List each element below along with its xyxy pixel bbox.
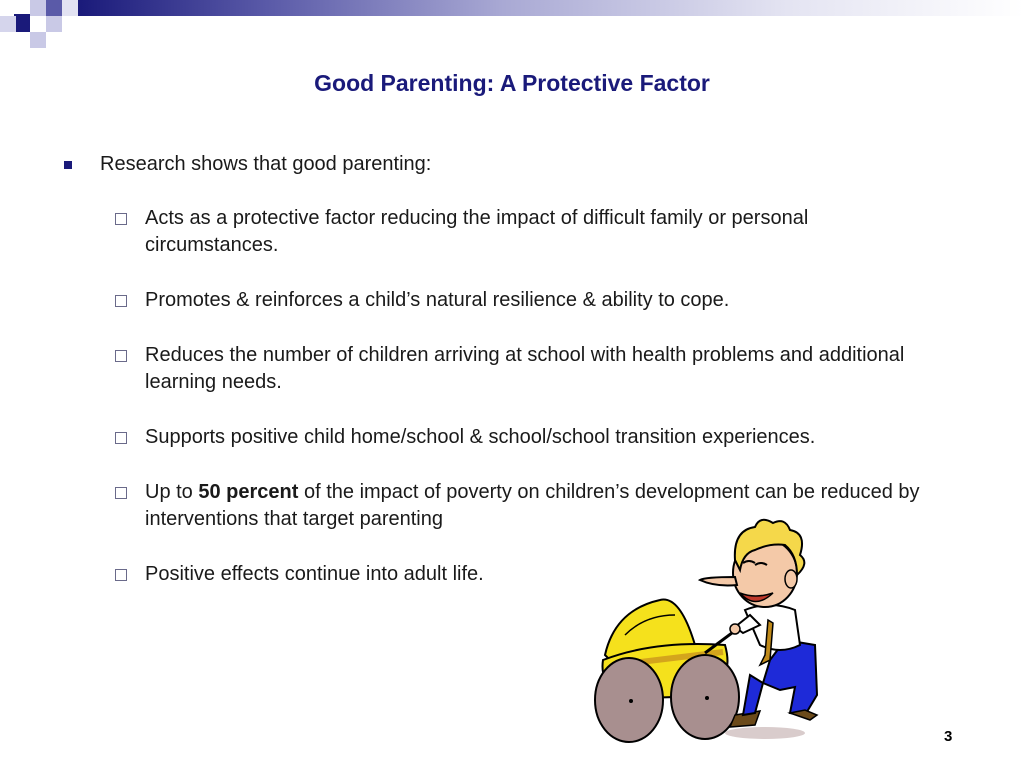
man-pushing-pram-illustration xyxy=(585,515,835,750)
sub-bullet-text: Supports positive child home/school & school/school transition experiences. xyxy=(145,426,816,448)
header-gradient-band xyxy=(78,0,1024,16)
header-decoration xyxy=(0,0,1024,48)
sub-bullet-text: Reduces the number of children arriving at school with health problems and additional learning needs. xyxy=(145,344,905,393)
main-bullet-item xyxy=(60,150,940,178)
square-bullet-icon xyxy=(64,161,72,169)
hollow-square-bullet-icon xyxy=(115,213,127,225)
hollow-square-bullet-icon xyxy=(115,487,127,499)
list-item xyxy=(60,205,945,259)
hollow-square-bullet-icon xyxy=(115,350,127,362)
page-number: 3 xyxy=(944,728,953,745)
sub-bullet-text: Promotes & reinforces a child’s natural resilience & ability to cope. xyxy=(145,289,730,311)
slide-title: Good Parenting: A Protective Factor xyxy=(314,70,710,96)
sub-bullet-text-pre: Up to xyxy=(145,481,199,503)
list-item xyxy=(60,342,945,396)
sub-bullet-emphasis: 50 percent xyxy=(198,481,299,503)
sub-bullet-text: Acts as a protective factor reducing the impact of difficult family or personal circumstances. xyxy=(145,207,809,256)
main-bullet-text: Research shows that good parenting: xyxy=(100,153,432,175)
hollow-square-bullet-icon xyxy=(115,295,127,307)
sub-bullet-text-post: of the impact of poverty on children’s development can be reduced by interventions that target parenting xyxy=(145,481,920,530)
list-item xyxy=(60,424,945,451)
hollow-square-bullet-icon xyxy=(115,569,127,581)
hollow-square-bullet-icon xyxy=(115,432,127,444)
list-item xyxy=(60,287,945,314)
sub-bullet-text: Positive effects continue into adult life. xyxy=(145,563,484,585)
